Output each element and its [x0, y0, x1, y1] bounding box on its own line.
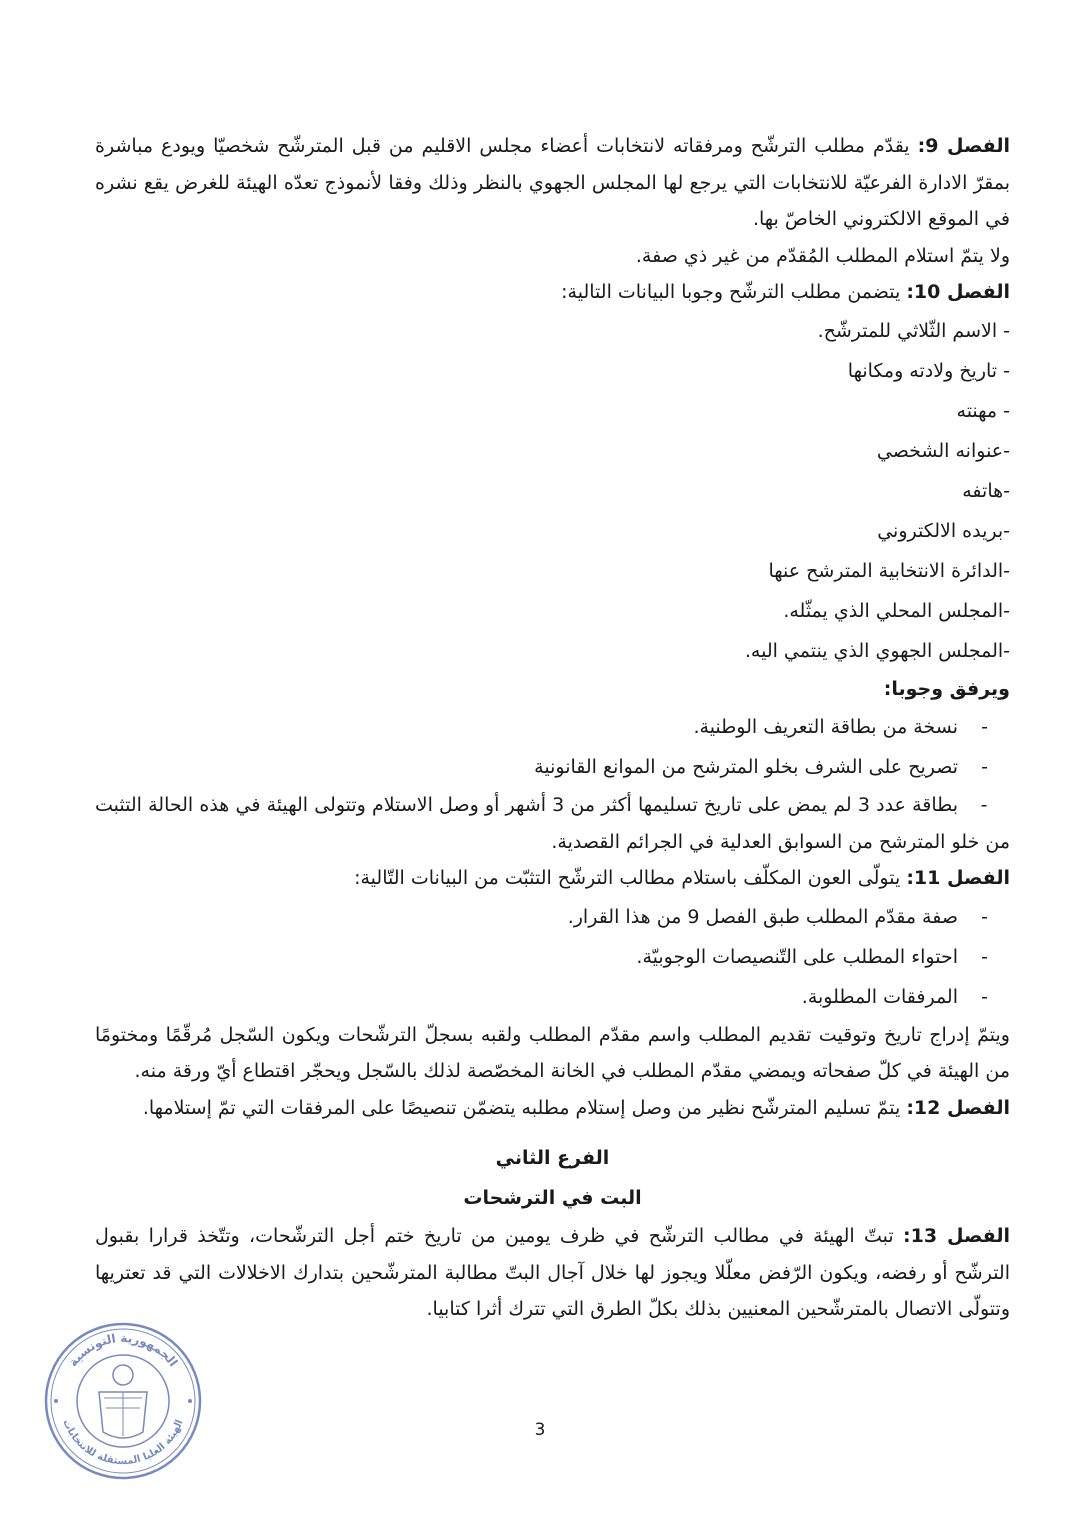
article-10-label: الفصل 10:	[906, 281, 1010, 303]
article-9	[95, 128, 1010, 238]
list-item	[95, 707, 1010, 747]
list-item: -هاتفه	[962, 479, 1010, 502]
article-9-note: ولا يتمّ استلام المطلب المُقدّم من غير ذي صفة.	[635, 244, 1010, 267]
attachment-text: نسخة من بطاقة التعريف الوطنية.	[693, 716, 958, 738]
attachment-text: تصريح على الشرف بخلو المترشح من الموانع القانونية	[534, 756, 958, 778]
seal-inner-text: الهيئة العليا المستقلة للانتخابات	[60, 1418, 186, 1468]
check-text: احتواء المطلب على التّنصيصات الوجوبيّة.	[636, 945, 958, 968]
page-number: 3	[534, 1420, 546, 1440]
bullet: -	[981, 905, 988, 928]
bullet: -	[981, 945, 988, 968]
check-text: المرفقات المطلوبة.	[801, 985, 958, 1008]
list-item: -بريده الالكتروني	[877, 519, 1010, 542]
check-text: صفة مقدّم المطلب طبق الفصل 9 من هذا القرار.	[567, 905, 958, 928]
bullet: -	[981, 985, 988, 1008]
list-item	[95, 787, 1010, 860]
attachment-text: بطاقة عدد 3 لم يمض على تاريخ تسليمها أكثر من 3 أشهر أو وصل الاستلام وتتولى الهيئة في هذه الحالة التثبت من خلو المترشح من السوابق العدلية في الجرائم القصدية.	[95, 794, 1010, 853]
list-item: - مهنته	[956, 399, 1010, 422]
article-12-label: الفصل 12:	[906, 1096, 1010, 1119]
attachments-heading: ويرفق وجوبا:	[883, 677, 1010, 700]
article-9-text: يقدّم مطلب الترشّح ومرفقاته لانتخابات أعضاء مجلس الاقليم من قبل المترشّح شخصيّا ويودع مباشرة بمقرّ الادارة الفرعيّة للانتخابات التي يرجع لها المجلس الجهوي بالنظر وذلك وفقا لأنموذج تعدّه الهيئة للغرض يقع نشره في الموقع الالكتروني الخاصّ بها.	[95, 135, 1010, 230]
list-item: - الاسم الثّلاثي للمترشّح.	[817, 319, 1010, 342]
list-item: -عنوانه الشخصي	[876, 439, 1010, 462]
article-11-text: يتولّى العون المكلّف باستلام مطالب الترشّح التثبّت من البيانات التّالية:	[354, 867, 907, 889]
list-item	[95, 747, 1010, 787]
article-13-label: الفصل 13:	[903, 1225, 1011, 1247]
list-item: - تاريخ ولادته ومكانها	[847, 359, 1010, 382]
article-10-text: يتضمن مطلب الترشّح وجوبا البيانات التالية:	[561, 281, 907, 303]
article-12-text: يتمّ تسليم المترشّح نظير من وصل إستلام مطلبه يتضمّن تنصيصًا على المرفقات التي تمّ إستلامها.	[142, 1096, 907, 1119]
bullet: -	[980, 794, 988, 816]
article-10	[95, 274, 1010, 311]
document-page	[95, 128, 1010, 1328]
article-11-label: الفصل 11:	[906, 867, 1010, 889]
article-12	[95, 1090, 1010, 1127]
list-item: -المجلس الجهوي الذي ينتمي اليه.	[744, 639, 1010, 662]
list-item	[95, 977, 1010, 1017]
list-item	[95, 937, 1010, 977]
article-9-label: الفصل 9:	[917, 135, 1010, 157]
official-seal-icon	[42, 1320, 204, 1482]
attachments-list	[95, 707, 1010, 860]
section-title: الفرع الثاني	[495, 1147, 610, 1169]
article-11-closing: ويتمّ إدراج تاريخ وتوقيت تقديم المطلب واسم مقدّم المطلب ولقبه بسجلّ الترشّحات ويكون السّجل مُرقّمًا ومختومًا من الهيئة في كلّ صفحاته ويمضي مقدّم المطلب في الخانة المخصّصة لذلك بالسّجل ويحجّر اقتطاع أيّ ورقة منه.	[95, 1023, 1010, 1082]
bullet: -	[981, 716, 988, 738]
list-item	[95, 897, 1010, 937]
article-13	[95, 1218, 1010, 1328]
list-item: -المجلس المحلي الذي يمثّله.	[783, 599, 1010, 622]
article-11-checks	[95, 897, 1010, 1017]
article-11	[95, 860, 1010, 897]
bullet: -	[981, 756, 988, 778]
article-10-items	[95, 311, 1010, 671]
seal-outer-text: الجمهورية التونسية	[65, 1330, 181, 1370]
article-13-text: تبتّ الهيئة في مطالب الترشّح في ظرف يومين من تاريخ ختم أجل الترشّحات، وتتّخذ قرارا بقبول الترشّح أو رفضه، ويكون الرّفض معلّلا ويجوز لها خلال آجال البتّ مطالبة المترشّحين بتدارك الاخلالات التي قد تعتريها وتتولّى الاتصال بالمترشّحين المعنيين بذلك بكلّ الطرق التي تترك أثرا كتابيا.	[95, 1225, 1010, 1320]
list-item: -الدائرة الانتخابية المترشح عنها	[768, 559, 1010, 582]
section-subtitle: البت في الترشحات	[463, 1187, 642, 1209]
